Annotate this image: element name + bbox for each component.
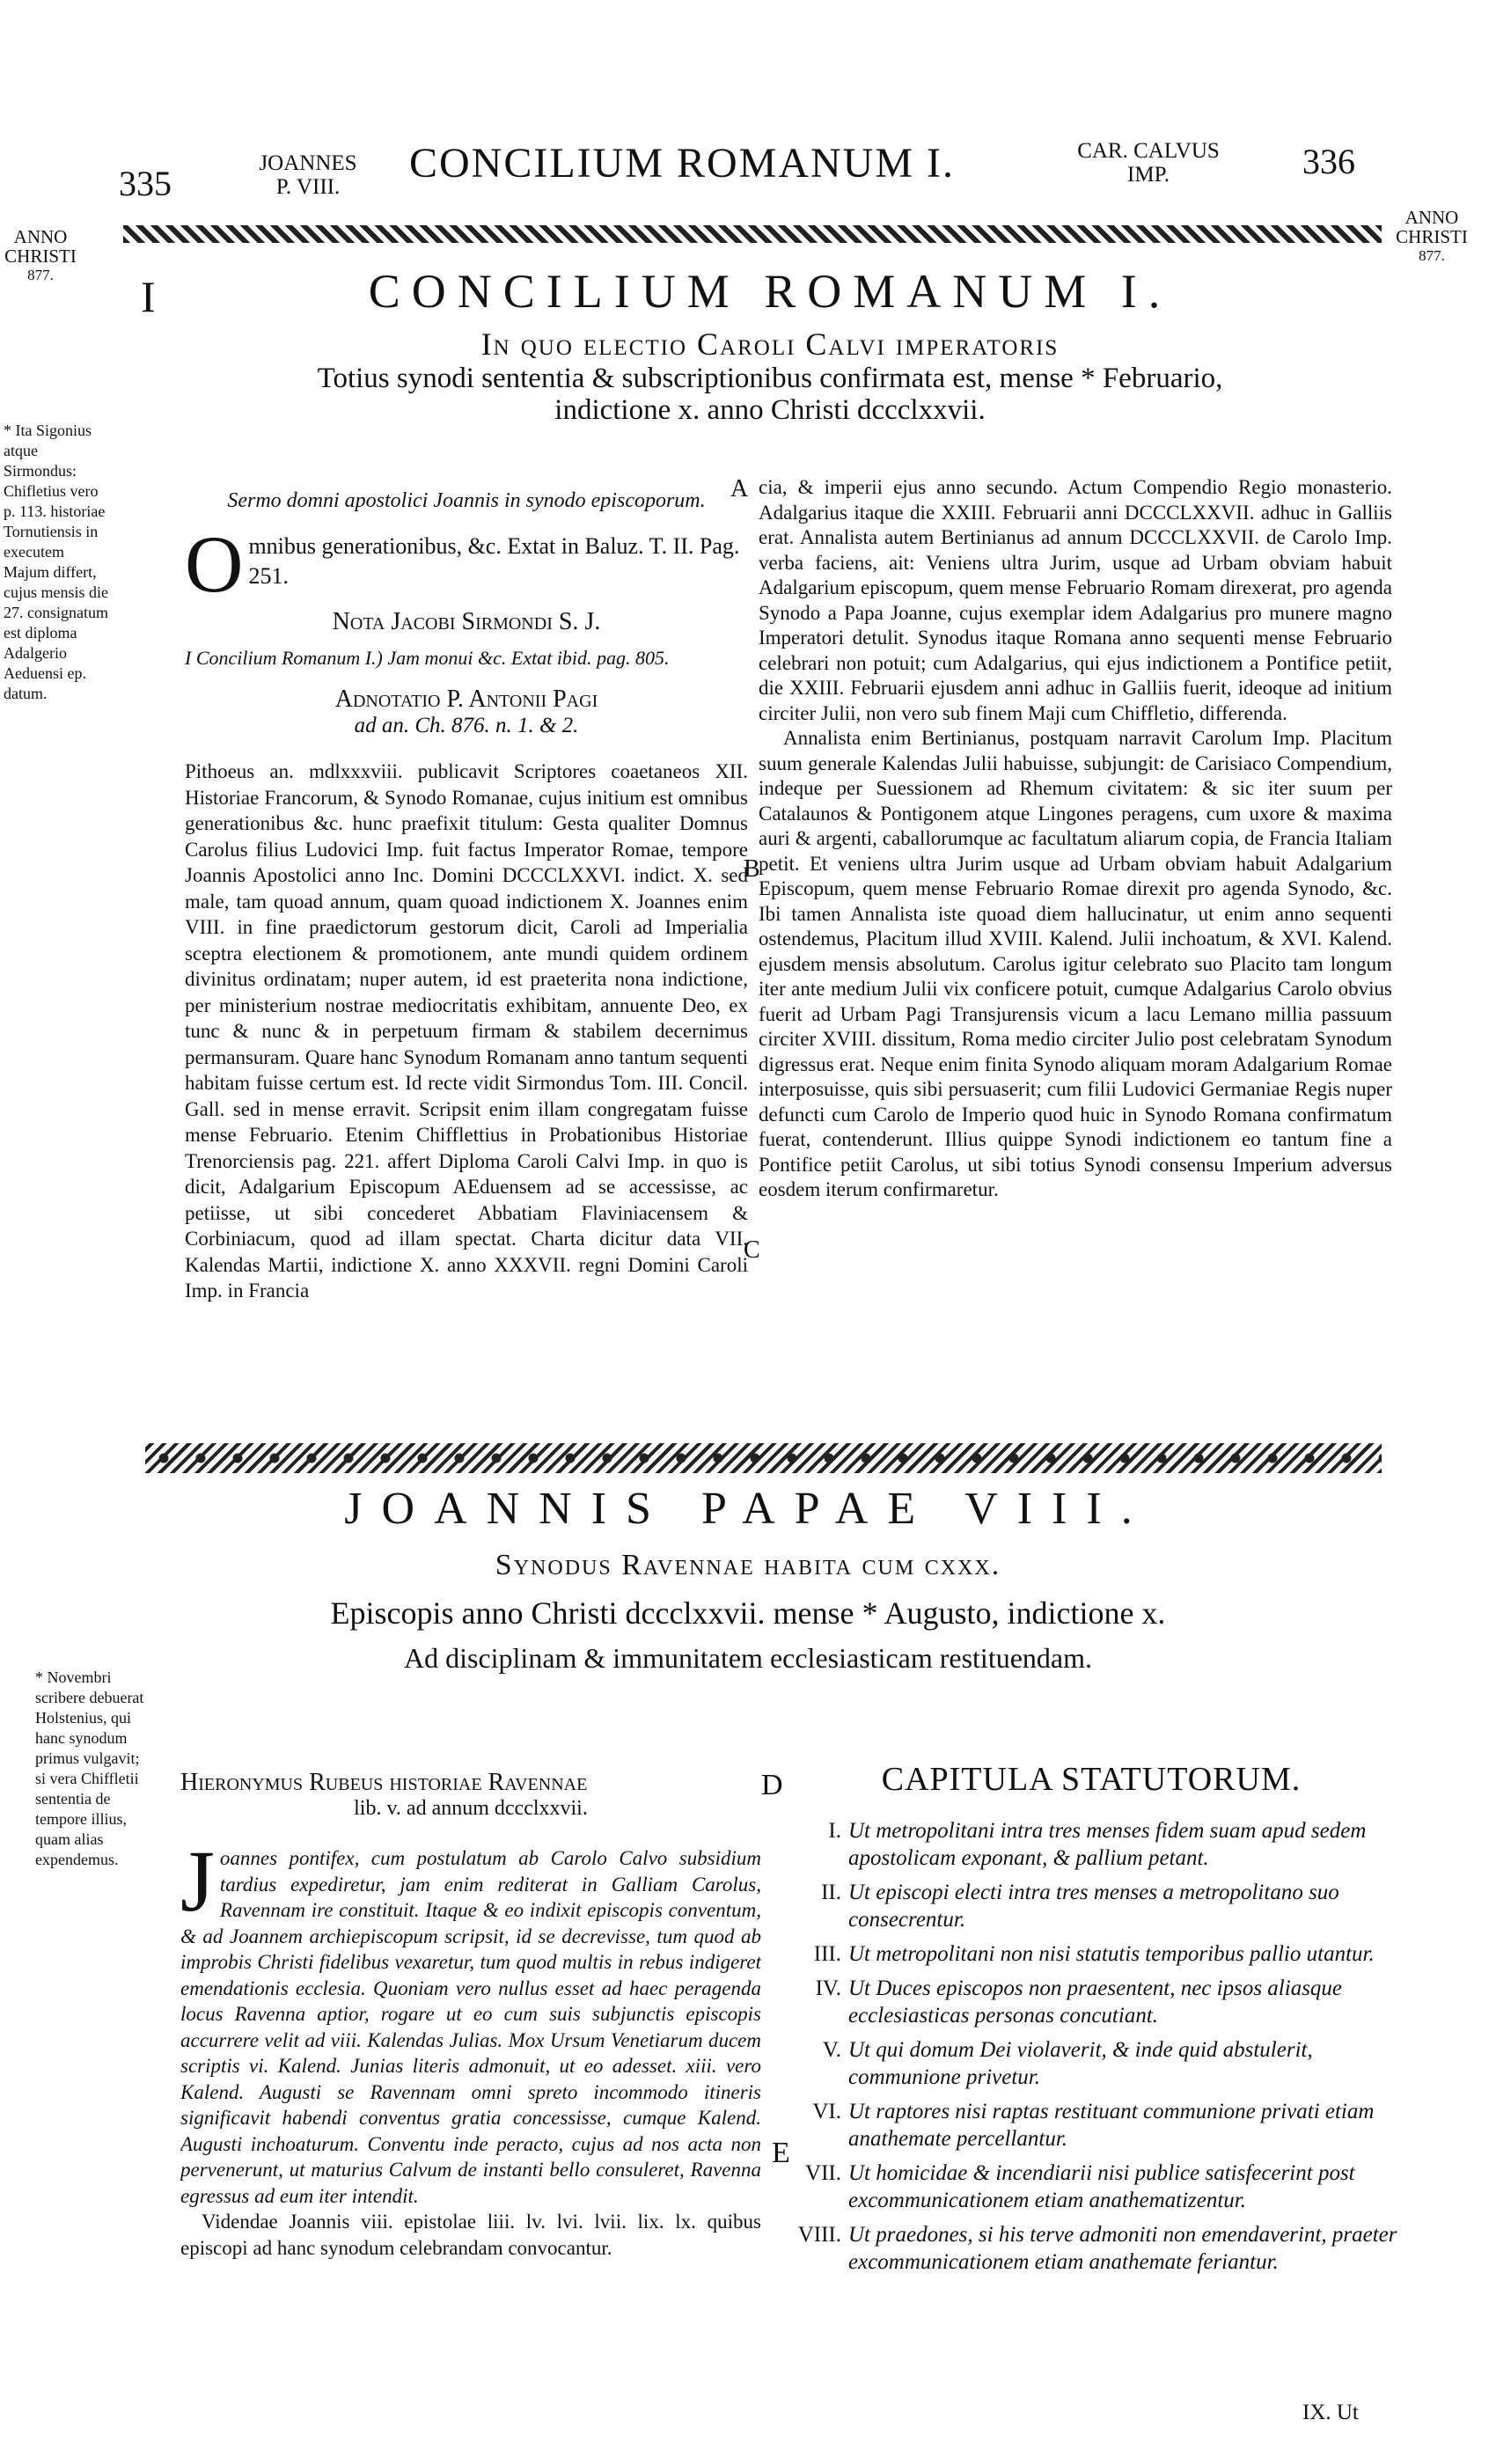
margin-note-novembri: * Novembri scribere debuerat Holstenius, qui hanc synodum primus vulgavit; si vera Chiffletii sententia de tempore illius, quam alias expendemus. <box>35 1668 144 1868</box>
council-line1: Totius synodi sententia & subscriptionibus confirmata est, mense * Februario, <box>317 363 1223 394</box>
drop-initial-j: J <box>180 1845 215 1930</box>
videndae-paragraph: Videndae Joannis viii. epistolae liii. lv. lvi. lvii. lix. lx. quibus episcopi ad hanc synodum celebrandam convocantur. <box>180 2211 761 2259</box>
capitula-number: VI. <box>812 2100 841 2123</box>
margin-year-left <box>2 227 79 285</box>
capitula-text: Ut metropolitani intra tres menses fidem suam apud sedem apostolicam exponant, & pallium petant. <box>848 1819 1367 1870</box>
margin-letter-d: D <box>761 1769 783 1801</box>
margin-letter-a: A <box>730 475 749 502</box>
hieronymus-text: oannes pontifex, cum postulatum ab Carolo Calvo subsidium tardius expediretur, jam enim rediterat in Galliam Carolus, Ravennam ire constituit. Itaque & eo indixit episcopis conventum, & ad Joannem archiepiscopum scripsit, id se decrevisse, tum quod ab improbis Christi fidelibus vexaretur, tum quod multis in rebus indigeret emendationis ecclesia. Quoniam vero nullus esset ad haec peragenda locus Ravenna aptior, rogare ut eo cum suis subjunctis episcopis accurrere velit ad viii. Kalendas Julias. Mox Ursum Venetiarum ducem scriptis vi. Kalend. Junias literis admonuit, ut eo adesset. xiii. vero Kalend. Augusti se Ravennam omni spreto incommodo itineris significavit habendi conventus gratia concessisse, cumque Kalend. Augusti inchoaturum. Conventu inde peracto, cujus ad nos acta non pervenerunt, ut maturius Calvum de instanti bello consuleret, Ravenna egressus ad eum iter intendit. <box>180 1847 761 2207</box>
council-description <box>189 363 1351 426</box>
capitula-list <box>792 1817 1408 2283</box>
margin-letter-c: C <box>744 1236 760 1264</box>
hieronymus-paragraph <box>180 1845 761 2209</box>
section-title: JOANNIS PAPAE VIII. <box>344 1484 1152 1534</box>
hieronymus-subheading: lib. v. ad annum dccclxxvii. <box>354 1797 588 1820</box>
nota-text: I Concilium Romanum I.) Jam monui &c. Extat ibid. pag. 805. <box>185 647 670 669</box>
capitula-number: V. <box>822 2038 841 2062</box>
year-label: 877. <box>1419 247 1445 264</box>
disciplinam-line: Ad disciplinam & immunitatem ecclesiasticam restituendam. <box>403 1642 1092 1674</box>
capitula-heading: CAPITULA STATUTORUM. <box>881 1761 1302 1798</box>
margin-letter-e: E <box>772 2137 790 2169</box>
capitula-number: II. <box>821 1881 841 1904</box>
right-col-paragraph-2: Annalista enim Bertinianus, postquam narravit Carolum Imp. Placitum suum generale Kalendas Julii habuisse, subjungit: de Carisiaco Compendium, indeque per Suessionem ad Rhemum civitatem: & sic iter suum per Catalaunos & Pontigonem atque Lingones peragens, cum uxore & maxima auri & argenti, caballorumque ac facultatum aliarum copia, de Francia Italiam petit. Et veniens ultra Jurim usque ad Urbam obviam habuit Adalgarium Episcopum, quem mense Februario Romae direxit pro agenda Synodo, &c. Ibi tamen Annalista iste quoad diem hallucinatur, ut enim anno sequenti ostendemus, Placitum illud XVIII. Kalend. Julii inchoatum, & XVI. Kalend. ejusdem mensis absolutum. Carolus igitur celebrato suo Placito tam longum iter ante medium Julii vix conficere potuit, cumque Adalgarius Carolo obvius fuerit ad Urbam Pagi Transjurensis vicum a lacu Lemano millia passuum circiter XVIII. dissitum, Roma medio circiter Julio post celebratam Synodum digressus erat. Neque enim finita Synodo aliquam moram Adalgarium Romae interposuisse, quis sibi persuaserit; cum filii Ludovici Germaniae Regis nuper defuncti cum Carolo de Imperio quod huic in Synodo Romana confirmatum fuerat, contenderunt. Illius quippe Synodi indictionem eo tantum fine a Pontifice petiit Carolus, ut sibi totius Synodi consensu Imperium adversus eosdem iterum confirmaretur. <box>759 727 1392 1200</box>
margin-letter-b: B <box>744 855 760 883</box>
page-number-right: 336 <box>1302 142 1355 181</box>
adnotatio-heading: Adnotatio P. Antonii Pagi <box>334 686 598 713</box>
margin-year-right <box>1383 208 1480 266</box>
capitula-item <box>792 2036 1408 2091</box>
capitula-text: Ut metropolitani non nisi statutis temporibus pallio utantur. <box>848 1942 1375 1966</box>
omnibus-text: mnibus generationibus, &c. Extat in Baluz. T. II. Pag. 251. <box>248 533 740 589</box>
right-col-paragraph-1: cia, & imperii ejus anno secundo. Actum Compendio Regio monasterio. Adalgarius itaque die XXIII. Februarii anni DCCCLXXVII. adhuc in Galliis erat. Annalista autem Bertinianus ad annum DCCCLXXVII. de Carolo Imp. verba faciens, ait: Veniens ultra Jurim, usque ad Urbam obviam habuit Adalgarium episcopum, quem mense Februario Romam direxerat, pro agenda Synodo a Papa Joanne, cujus exemplar idem Adalgarius pro munere magno Imperatori detulit. Synodus itaque Romana anno sequenti mense Februario celebrari non potuit; cum Adalgarius, qui ejus indictionem a Pontifice petiit, die XXIII. Februarii ejusdem anni adhuc in Galliis fuerit, ideoque ad initium circiter Julii, non vero sub finem Maji cum Chiffletio, differenda. <box>759 476 1392 724</box>
capitula-number: IV. <box>815 1976 841 2000</box>
hieronymus-heading: Hieronymus Rubeus historiae Ravennae <box>180 1769 588 1796</box>
capitula-text: Ut homicidae & incendiarii nisi publice satisfecerint post excommunicationem etiam anathematizentur. <box>848 2161 1355 2212</box>
catchword: IX. Ut <box>1302 2401 1359 2424</box>
capitula-text: Ut raptores nisi raptas restituant communione privati etiam anathemate percellantur. <box>848 2100 1375 2151</box>
capitula-text: Ut qui domum Dei violaverit, & inde quid abstulerit, communione privetur. <box>848 2038 1313 2089</box>
margin-note-sigonius: * Ita Sigonius atque Sirmondus: Chifletius vero p. 113. historiae Tornutiensis in executem Majum differt, cujus mensis die 27. consignatum est diploma Adalgerio Aeduensi ep. datum. <box>4 422 108 702</box>
capitula-item <box>792 2160 1408 2214</box>
hieronymus-block <box>180 1769 761 2261</box>
synodus-line: Synodus Ravennae habita cum cxxx. <box>495 1549 1001 1581</box>
running-head-emperor <box>1060 139 1236 187</box>
running-head-pope <box>251 151 365 199</box>
anno-label: ANNO <box>13 226 68 247</box>
capitula-number: I. <box>828 1819 841 1843</box>
council-line2: indictione x. anno Christi dccclxxvii. <box>554 394 986 426</box>
year-label: 877. <box>27 267 54 283</box>
header-ornament <box>123 225 1382 243</box>
council-numeral: I <box>141 272 156 321</box>
episcopis-line: Episcopis anno Christi dccclxxvii. mense * Augusto, indictione x. <box>330 1595 1166 1631</box>
capitula-text: Ut praedones, si his terve admoniti non emendaverint, praeter excommunicationem etiam anathemate feriantur. <box>848 2223 1397 2274</box>
capitula-item <box>792 2221 1408 2276</box>
capitula-item <box>792 1817 1408 1872</box>
council-subtitle: In quo electio Caroli Calvi imperatoris <box>480 326 1060 362</box>
page-title: CONCILIUM ROMANUM I. <box>409 140 956 187</box>
right-column-top <box>759 475 1392 1203</box>
capitula-number: VII. <box>805 2161 841 2185</box>
pope-line2: P. VIII. <box>275 175 341 199</box>
capitula-text: Ut episcopi electi intra tres menses a metropolitano suo consecrentur. <box>848 1881 1339 1932</box>
pithoeus-paragraph: Pithoeus an. mdlxxxviii. publicavit Scriptores coaetaneos XII. Historiae Francorum, & Synodo Romanae, cujus initium est omnibus generationibus &c. hunc praefixit titulum: Gesta qualiter Domnus Carolus filius Ludovici Imp. fuit factus Imperator Romae, tempore Joannis Apostolici anno Inc. Domini DCCCLXXVI. indict. X. sed male, tam quoad annum, quam quoad indictionem X. Joannes enim VIII. in fine praedictorum gestorum dicit, Caroli ad Imperialia sceptra electionem & promotionem, ante mundi quidem ordinem divinitus ordinatam; nuper autem, id est praeterita nona indictione, per ministerium nostrae mediocritatis exhibitam, annuente Deo, ex tunc & nunc & in perpetuum firmam & stabilem decernimus permansuram. Quare hanc Synodum Romanam anno tantum sequenti habitam fuisse certum est. Id recte vidit Sirmondus Tom. III. Concil. Gall. sed in mense erravit. Scripsit enim illam congregatam fuisse mense Februario. Etenim Chifflettius in Probationibus Historiae Trenorciensis pag. 221. affert Diploma Caroli Calvi Imp. in quo is dicit, Adalgarium Episcopum AEduensem ad se accessisse, ac petiisse, ut sibi concederet Abbatiam Flaviniacensem & Corbiniacum, quod ad illam spectat. Charta dicitur data VII. Kalendas Martii, indictione X. anno XXXVII. regni Domini Caroli Imp. in Francia <box>185 760 748 1302</box>
page-number-left: 335 <box>119 164 172 203</box>
capitula-number: VIII. <box>797 2223 841 2247</box>
capitula-item <box>792 2098 1408 2152</box>
capitula-item <box>792 1879 1408 1933</box>
emperor-line1: CAR. CALVUS <box>1077 139 1220 163</box>
capitula-text: Ut Duces episcopos non praesentent, nec ipsos aliasque ecclesiasticas personas concutiant. <box>848 1976 1343 2028</box>
pope-line1: JOANNES <box>259 151 357 175</box>
capitula-number: III. <box>813 1942 841 1966</box>
anno-label: ANNO <box>1404 207 1459 228</box>
drop-initial-o: O <box>185 532 244 597</box>
council-title: CONCILIUM ROMANUM I. <box>368 265 1172 318</box>
sermo-title: Sermo domni apostolici Joannis in synodo episcoporum. <box>227 489 706 512</box>
emperor-line2: IMP. <box>1127 163 1170 187</box>
section-ornament <box>145 1443 1382 1473</box>
nota-heading: Nota Jacobi Sirmondi S. J. <box>332 608 601 635</box>
capitula-item <box>792 1940 1408 1968</box>
adnotatio-subheading: ad an. Ch. 876. n. 1. & 2. <box>354 714 579 737</box>
christi-label: CHRISTI <box>1396 226 1468 247</box>
omnibus-paragraph <box>185 532 748 597</box>
christi-label: CHRISTI <box>4 246 77 267</box>
capitula-item <box>792 1975 1408 2029</box>
left-column-top <box>185 488 748 1304</box>
